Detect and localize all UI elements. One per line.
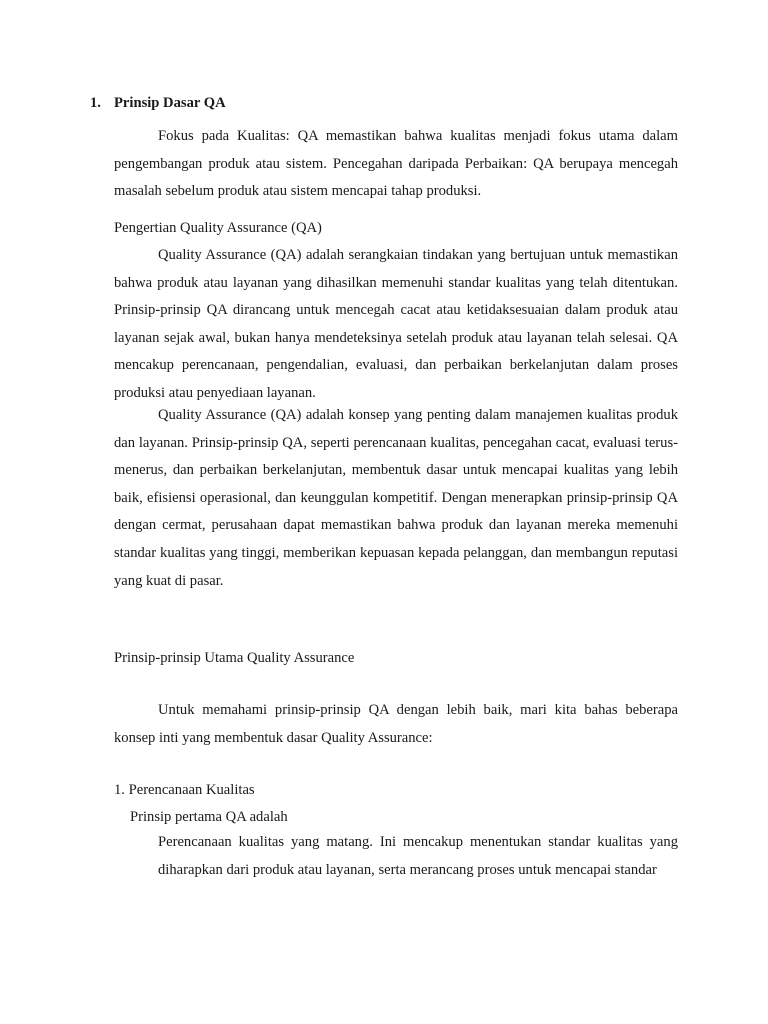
utama-label: Prinsip-prinsip Utama Quality Assurance bbox=[114, 650, 355, 666]
section-heading bbox=[90, 93, 226, 113]
intro-paragraph: Fokus pada Kualitas: QA memastikan bahwa kualitas menjadi fokus utama dalam pengembangan produk atau sistem. Pencegahan daripada Perbaikan: QA berupaya mencegah masalah sebelum produk atau sistem mencapai tahap produksi. bbox=[114, 128, 678, 200]
list-item-label: 1. Perencanaan Kualitas bbox=[114, 782, 255, 798]
section-number: 1. bbox=[90, 95, 101, 111]
pengertian-label: Pengertian Quality Assurance (QA) bbox=[114, 220, 322, 236]
section-title: Prinsip Dasar QA bbox=[114, 95, 226, 111]
konsep-paragraph: Quality Assurance (QA) adalah konsep yang penting dalam manajemen kualitas produk dan layanan. Prinsip-prinsip QA, seperti perencanaan kualitas, pencegahan cacat, evaluasi terus-menerus, dan perbaikan berkelanjutan, membentuk dasar untuk mencapai kualitas yang lebih baik, efisiensi operasional, dan keunggulan kompetitif. Dengan menerapkan prinsip-prinsip QA dengan cermat, perusahaan dapat memastikan bahwa produk dan layanan mereka memenuhi standar kualitas yang tinggi, memberikan kepuasan kepada pelanggan, dan membangun reputasi yang kuat di pasar. bbox=[114, 407, 678, 589]
list-item-subtitle: Prinsip pertama QA adalah bbox=[130, 809, 288, 825]
pengertian-paragraph: Quality Assurance (QA) adalah serangkaian tindakan yang bertujuan untuk memastikan bahwa produk atau layanan yang dihasilkan memenuhi standar kualitas yang telah ditentukan. Prinsip-prinsip QA dirancang untuk mencegah cacat atau ketidaksesuaian dalam produk atau layanan sejak awal, bukan hanya mendeteksinya setelah produk atau layanan telah selesai. QA mencakup perencanaan, pengendalian, evaluasi, dan perbaikan berkelanjutan dalam proses produksi atau penyediaan layanan. bbox=[114, 247, 678, 401]
list-item-paragraph: Perencanaan kualitas yang matang. Ini mencakup menentukan standar kualitas yang diharapkan dari produk atau layanan, serta merancang proses untuk mencapai standar bbox=[158, 834, 678, 878]
utama-paragraph: Untuk memahami prinsip-prinsip QA dengan lebih baik, mari kita bahas beberapa konsep inti yang membentuk dasar Quality Assurance: bbox=[114, 702, 678, 746]
